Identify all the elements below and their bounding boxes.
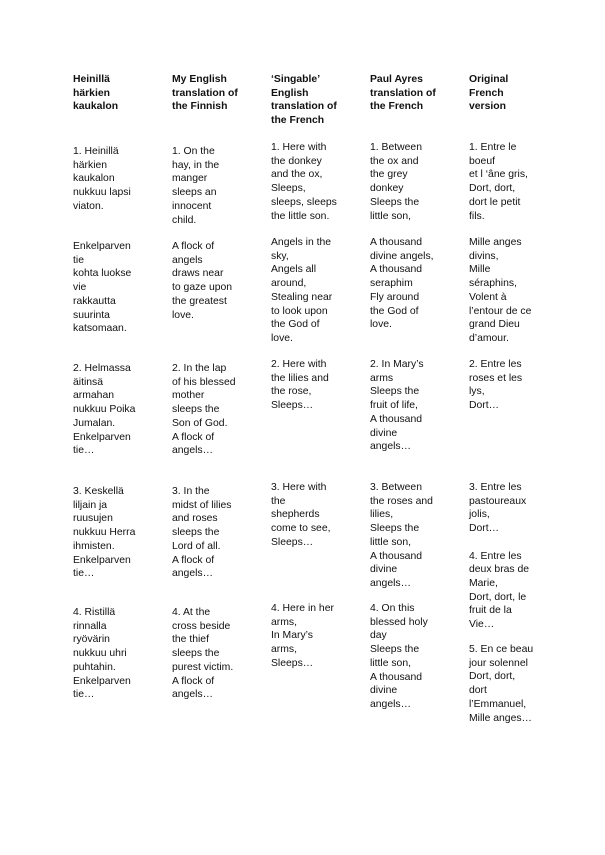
refrain-english-from-finnish: A flock of angels draws near to gaze upon the greatest love. <box>172 241 233 321</box>
verse4-finnish: 4. Ristillä rinnalla ryövärin nukkuu uhri puhtahin. Enkelparven tie… <box>73 607 131 701</box>
refrain-paul-ayres: A thousand divine angels, A thousand seraphim Fly around the God of love. <box>370 237 434 331</box>
verse1-english-from-finnish: 1. On the hay, in the manger sleeps an innocent child. <box>172 146 220 226</box>
verse4-singable-english: 4. Here in her arms, In Mary’s arms, Sleeps… <box>271 603 334 669</box>
header-english-from-finnish: My English translation of the Finnish <box>172 74 238 113</box>
verse1-singable-english: 1. Here with the donkey and the ox, Sleeps, sleeps, sleeps the little son. <box>271 142 337 222</box>
verse1-paul-ayres: 1. Between the ox and the grey donkey Sleeps the little son, <box>370 142 422 222</box>
verse3-paul-ayres: 3. Between the roses and lilies, Sleeps the little son, A thousand divine angels… <box>370 482 433 589</box>
verse1-finnish: 1. Heinillä härkien kaukalon nukkuu lapsi viaton. <box>73 146 131 212</box>
verse3-english-from-finnish: 3. In the midst of lilies and roses sleeps the Lord of all. A flock of angels… <box>172 486 232 580</box>
refrain-original-french: Mille anges divins, Mille séraphins, Volent à l’entour de ce grand Dieu d’amour. <box>469 237 532 344</box>
verse4-paul-ayres: 4. On this blessed holy day Sleeps the little son, A thousand divine angels… <box>370 603 428 710</box>
verse2-paul-ayres: 2. In Mary’s arms Sleeps the fruit of life, A thousand divine angels… <box>370 359 424 453</box>
refrain-singable-english: Angels in the sky, Angels all around, Stealing near to look upon the God of love. <box>271 237 333 344</box>
header-paul-ayres: Paul Ayres translation of the French <box>370 74 436 113</box>
verse2-finnish: 2. Helmassa äitinsä armahan nukkuu Poika Jumalan. Enkelparven tie… <box>73 363 136 457</box>
verse1-original-french: 1. Entre le boeuf et l ‘âne gris, Dort, dort, dort le petit fils. <box>469 142 528 222</box>
header-singable-english: ‘Singable’ English translation of the French <box>271 74 337 127</box>
verse3-4-original-french: 3. Entre les pastoureaux jolis, Dort… 4. Entre les deux bras de Marie, Dort, dort, le fruit de la Vie… <box>469 482 530 631</box>
verse3-finnish: 3. Keskellä liljain ja ruusujen nukkuu Herra ihmisten. Enkelparven tie… <box>73 486 136 580</box>
verse2-english-from-finnish: 2. In the lap of his blessed mother sleeps the Son of God. A flock of angels… <box>172 363 236 457</box>
refrain-finnish: Enkelparven tie kohta luokse vie rakkautta suurinta katsomaan. <box>73 241 132 335</box>
verse5-original-french: 5. En ce beau jour solennel Dort, dort, dort l’Emmanuel, Mille anges… <box>469 644 534 724</box>
verse2-singable-english: 2. Here with the lilies and the rose, Sleeps… <box>271 359 329 412</box>
header-original-french: Original French version <box>469 74 509 113</box>
verse3-singable-english: 3. Here with the shepherds come to see, Sleeps… <box>271 482 331 548</box>
header-finnish: Heinillä härkien kaukalon <box>73 74 119 113</box>
verse4-english-from-finnish: 4. At the cross beside the thief sleeps the purest victim. A flock of angels… <box>172 607 234 701</box>
verse2-original-french: 2. Entre les roses et les lys, Dort… <box>469 359 523 412</box>
